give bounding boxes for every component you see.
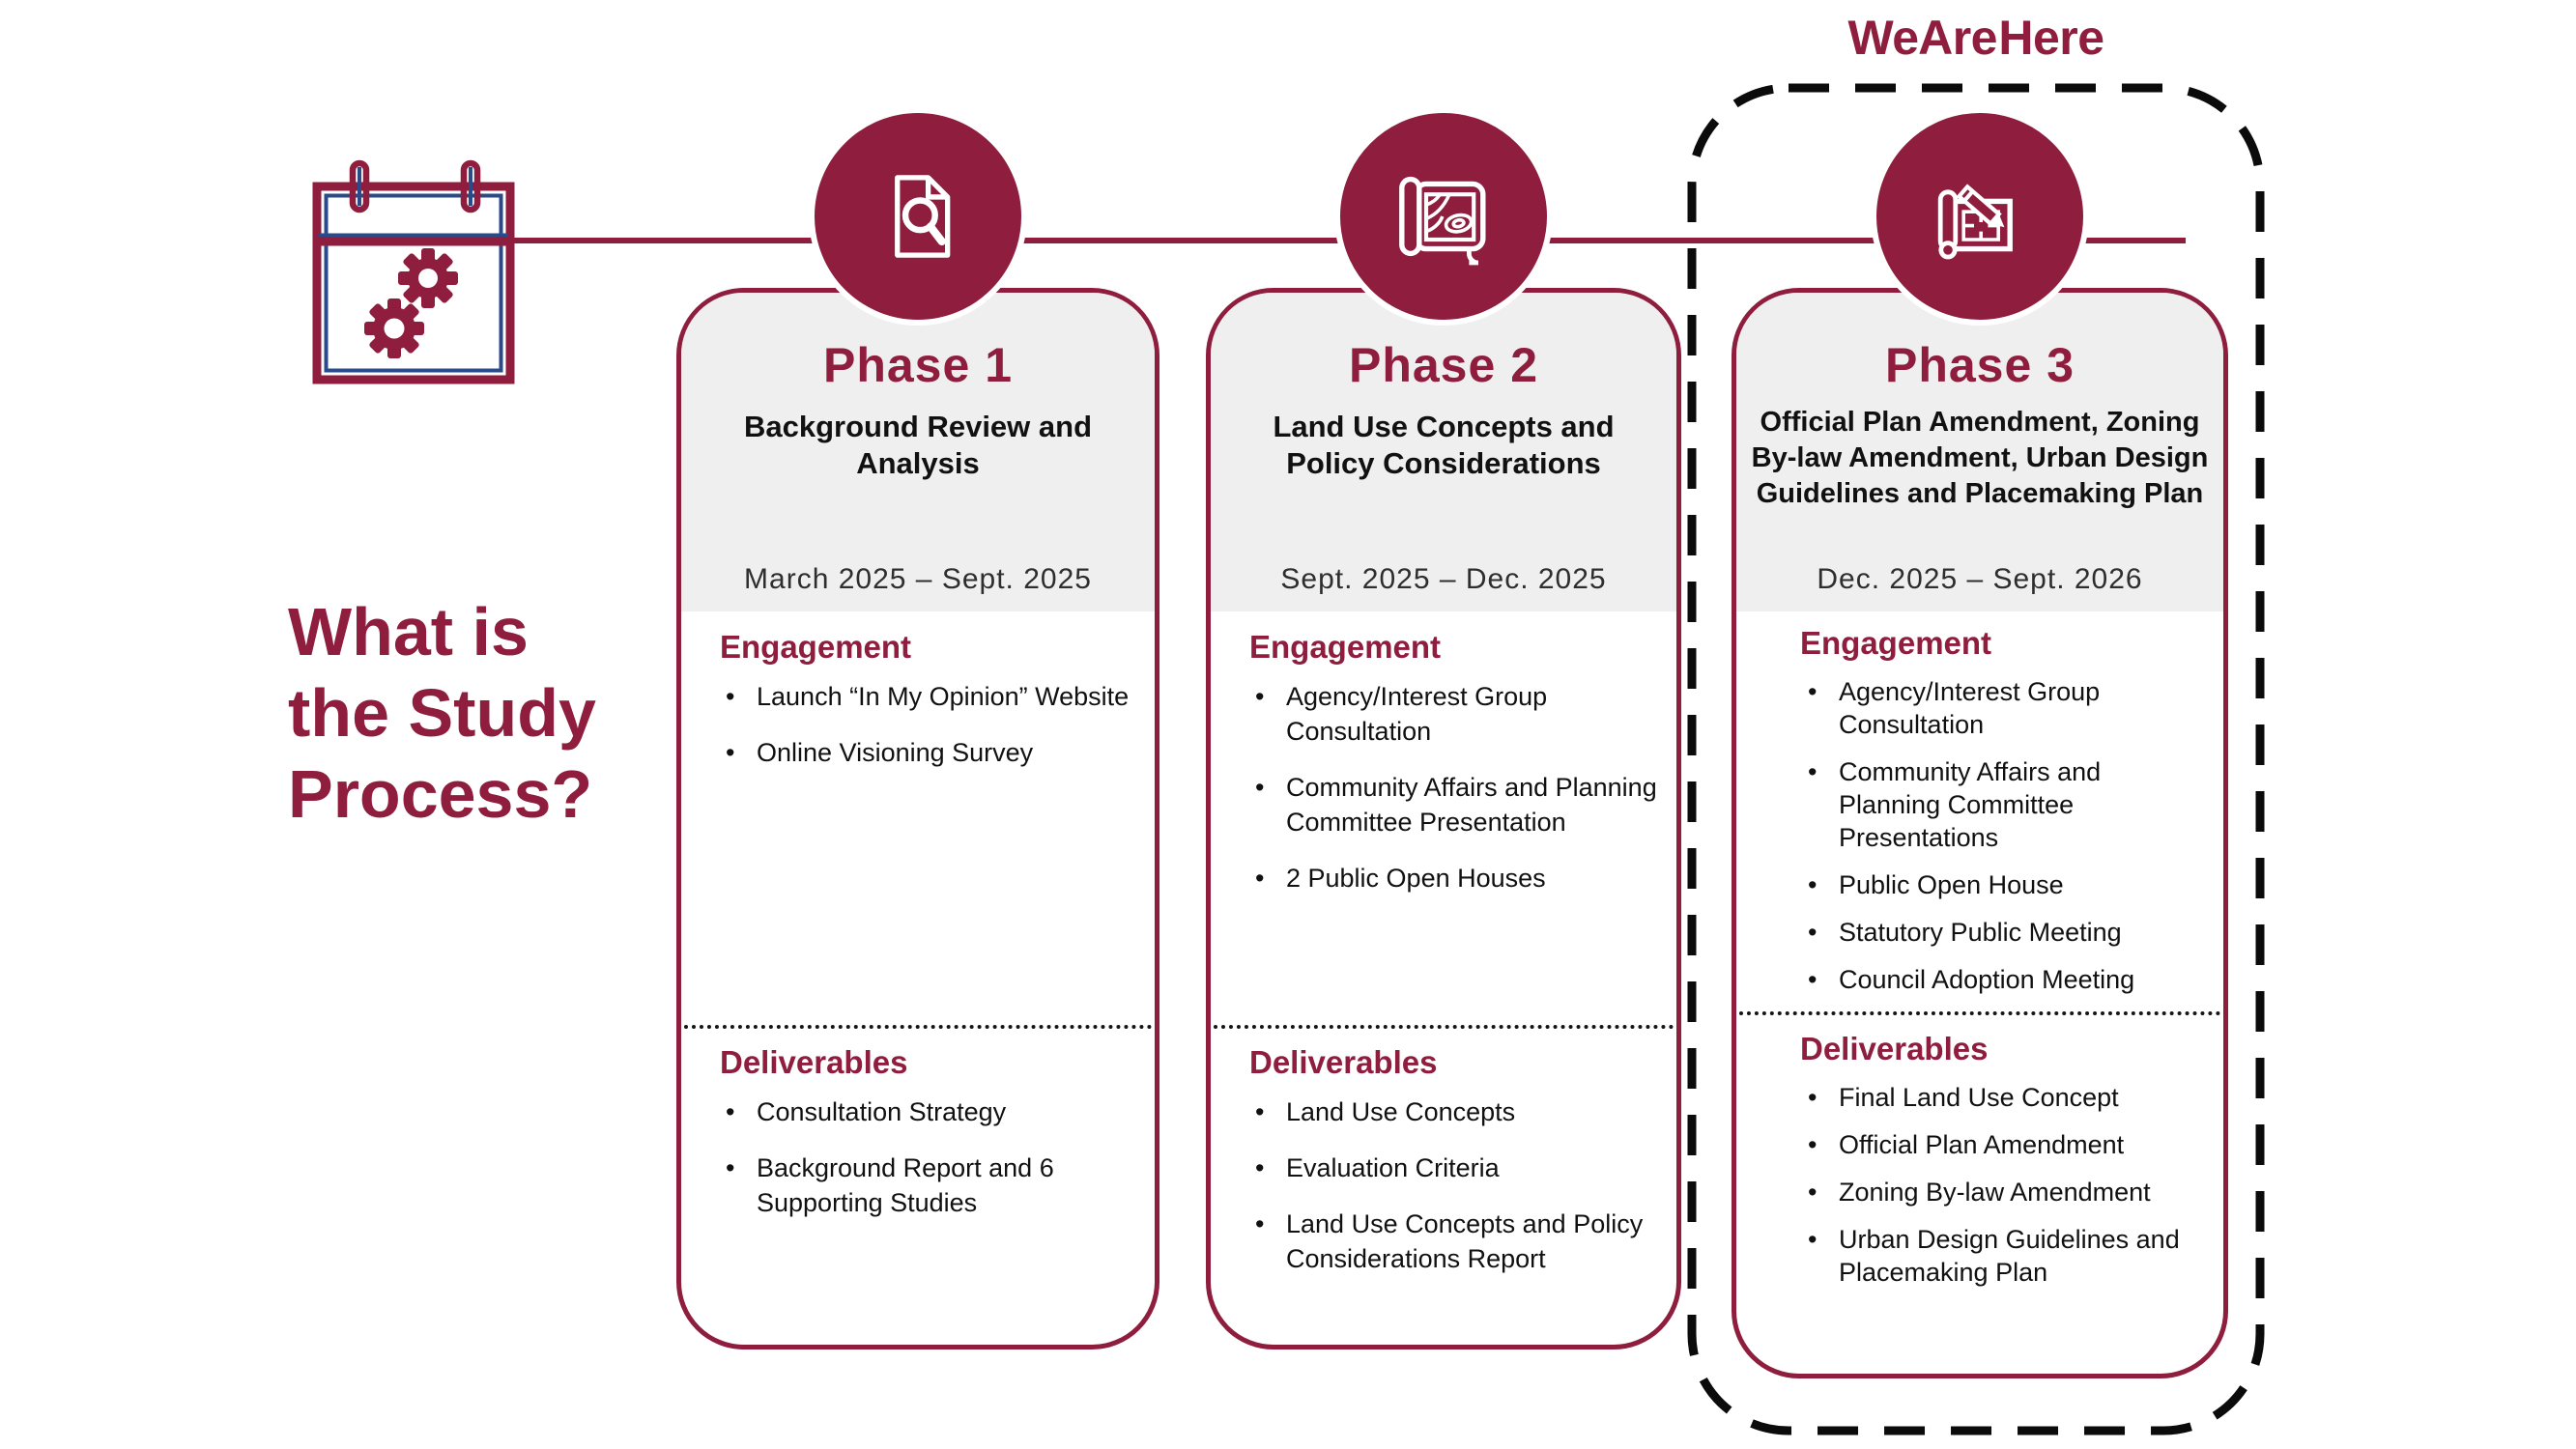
phase-1-circle [809, 107, 1027, 326]
list-item: • Official Plan Amendment [1839, 1128, 2208, 1161]
phase-2-circle [1334, 107, 1553, 326]
phase-3-dates: Dec. 2025 – Sept. 2026 [1817, 563, 2143, 595]
deliverables-heading: Deliverables [1800, 1031, 1989, 1066]
list-item: • Council Adoption Meeting [1839, 963, 2208, 996]
phase-1-title: Phase 1 [822, 338, 1013, 392]
deliverables-list [681, 1094, 1155, 1220]
list-item: • Online Visioning Survey [757, 735, 1141, 770]
phase-1-dates: March 2025 – Sept. 2025 [744, 563, 1092, 595]
phase-3-subtitle: Official Plan Amendment, Zoning By-law Amendment, Urban Design Guidelines and Placemaking Plan [1751, 407, 2209, 509]
phase-2-engagement-section [1211, 611, 1676, 1025]
page-title-line: Process? [288, 756, 593, 832]
list-item: • Launch “In My Opinion” Website [757, 679, 1141, 714]
phase-1-subtitle: Background Review and Analysis [743, 410, 1093, 480]
list-item: • Statutory Public Meeting [1839, 916, 2208, 949]
we-are-here-outline [1687, 83, 2265, 1435]
list-item: • Evaluation Criteria [1286, 1151, 1663, 1185]
page-title [288, 591, 694, 835]
phase-2-subtitle: Land Use Concepts and Policy Considerations [1273, 410, 1615, 480]
list-item: • Agency/Interest Group Consultation [1839, 675, 2208, 741]
engagement-heading: Engagement [1800, 625, 1992, 661]
list-item: • Final Land Use Concept [1839, 1081, 2208, 1114]
list-item: • Agency/Interest Group Consultation [1286, 679, 1663, 749]
we-are-here-label: We Are Here [1847, 11, 2104, 65]
list-item: • Land Use Concepts and Policy Considerations Report [1286, 1207, 1663, 1276]
phase-2-title: Phase 2 [1348, 338, 1538, 392]
page-title-line: What is [288, 594, 529, 669]
list-item: • Land Use Concepts [1286, 1094, 1663, 1129]
calendar-gears-icon [311, 157, 529, 389]
engagement-list [1211, 679, 1676, 895]
list-item: • Community Affairs and Planning Committee Presentation [1286, 770, 1663, 839]
phase-2-dates: Sept. 2025 – Dec. 2025 [1280, 563, 1607, 595]
page-title-line: the Study [288, 675, 596, 751]
phase-1-card [676, 288, 1159, 1350]
deliverables-heading: Deliverables [1249, 1044, 1438, 1080]
phase-2-card [1206, 288, 1681, 1350]
document-search-icon [861, 159, 975, 273]
list-item: • Urban Design Guidelines and Placemaking Plan [1839, 1223, 2208, 1289]
list-item: • 2 Public Open Houses [1286, 861, 1663, 895]
engagement-list [681, 679, 1155, 770]
phase-1-deliverables-section [681, 1029, 1155, 1220]
map-scroll-icon [1386, 158, 1502, 274]
phase-3-title: Phase 3 [1884, 338, 2075, 392]
list-item: • Community Affairs and Planning Committee Presentations [1839, 755, 2208, 854]
phase-2-header [1211, 293, 1676, 611]
deliverables-list [1211, 1094, 1676, 1276]
deliverables-heading: Deliverables [720, 1044, 908, 1080]
phase-2-deliverables-section [1211, 1029, 1676, 1276]
list-item: • Consultation Strategy [757, 1094, 1141, 1129]
engagement-heading: Engagement [1249, 629, 1442, 665]
list-item: • Public Open House [1839, 868, 2208, 901]
list-item: • Background Report and 6 Supporting Studies [757, 1151, 1141, 1220]
engagement-heading: Engagement [720, 629, 912, 665]
list-item: • Zoning By-law Amendment [1839, 1176, 2208, 1208]
phase-1-header [681, 293, 1155, 611]
phase-1-engagement-section [681, 611, 1155, 1025]
